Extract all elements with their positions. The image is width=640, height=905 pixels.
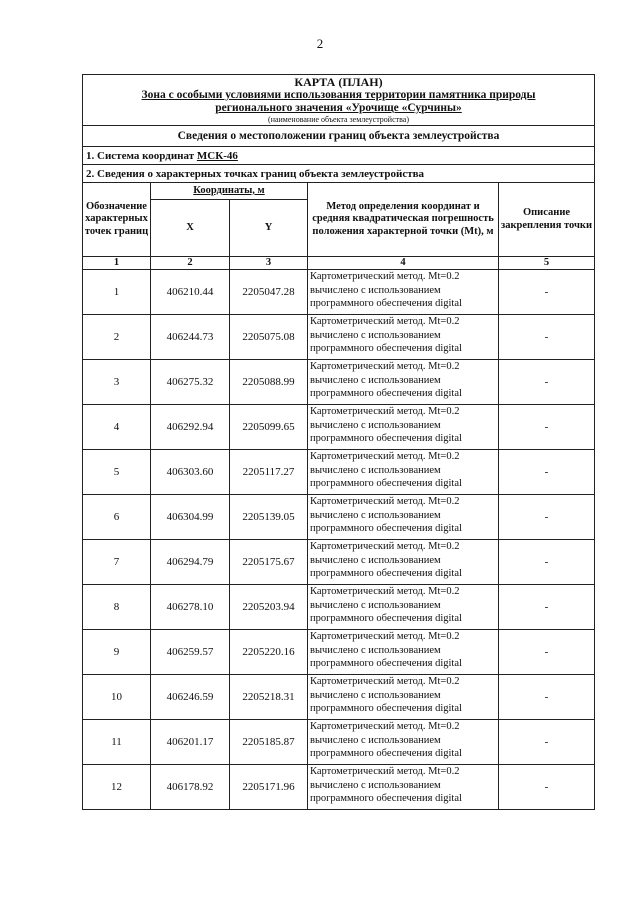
boundary-points-table <box>82 74 595 810</box>
col-index-5: 5 <box>499 257 595 270</box>
fixation-description: - <box>499 720 595 765</box>
point-number: 3 <box>83 360 151 405</box>
method-line: программного обеспечения digital <box>310 343 462 354</box>
col-header-method: Метод определения координат и средняя квадратическая погрешность положения характерной точки (Mt), м <box>308 183 499 257</box>
col-header-description: Описание закрепления точки <box>499 183 595 257</box>
table-row <box>83 720 595 765</box>
method-line: Картометрический метод. Mt=0.2 <box>310 271 460 282</box>
coord-x: 406294.79 <box>151 540 230 585</box>
object-name-line-1: Зона с особыми условиями использования территории памятника природы <box>141 89 536 101</box>
col-index-1: 1 <box>83 257 151 270</box>
method-line: программного обеспечения digital <box>310 433 462 444</box>
fixation-description: - <box>499 675 595 720</box>
point-number: 6 <box>83 495 151 540</box>
method-line: Картометрический метод. Mt=0.2 <box>310 361 460 372</box>
coord-y: 2205218.31 <box>230 675 308 720</box>
method-cell <box>308 495 499 540</box>
coord-x: 406246.59 <box>151 675 230 720</box>
method-line: вычислено с использованием <box>310 509 441 521</box>
method-line: Картометрический метод. Mt=0.2 <box>310 406 460 417</box>
method-line: вычислено с использованием <box>310 464 441 476</box>
point-number: 9 <box>83 630 151 675</box>
col-index-4: 4 <box>308 257 499 270</box>
coordinate-system-label: 1. Система координат <box>86 149 195 162</box>
table-row <box>83 765 595 810</box>
method-line: вычислено с использованием <box>310 779 441 791</box>
point-number: 4 <box>83 405 151 450</box>
coord-x: 406259.57 <box>151 630 230 675</box>
coord-x: 406210.44 <box>151 270 230 315</box>
fixation-description: - <box>499 405 595 450</box>
fixation-description: - <box>499 315 595 360</box>
method-line: программного обеспечения digital <box>310 523 462 534</box>
table-row <box>83 405 595 450</box>
method-line: Картометрический метод. Mt=0.2 <box>310 586 460 597</box>
method-line: Картометрический метод. Mt=0.2 <box>310 721 460 732</box>
point-number: 1 <box>83 270 151 315</box>
method-line: вычислено с использованием <box>310 644 441 656</box>
coord-y: 2205175.67 <box>230 540 308 585</box>
table-row <box>83 540 595 585</box>
point-number: 11 <box>83 720 151 765</box>
point-number: 7 <box>83 540 151 585</box>
method-line: вычислено с использованием <box>310 419 441 431</box>
table-row <box>83 495 595 540</box>
method-line: Картометрический метод. Mt=0.2 <box>310 496 460 507</box>
method-line: вычислено с использованием <box>310 689 441 701</box>
method-line: вычислено с использованием <box>310 554 441 566</box>
method-line: Картометрический метод. Mt=0.2 <box>310 766 460 777</box>
method-line: программного обеспечения digital <box>310 658 462 669</box>
table-row <box>83 270 595 315</box>
coordinate-system-row <box>83 147 595 165</box>
col-header-x: X <box>151 200 230 257</box>
coord-x: 406178.92 <box>151 765 230 810</box>
method-cell <box>308 630 499 675</box>
coord-y: 2205185.87 <box>230 720 308 765</box>
coord-x: 406275.32 <box>151 360 230 405</box>
col-header-designation: Обозначение характерных точек границ <box>83 183 151 257</box>
method-cell <box>308 270 499 315</box>
fixation-description: - <box>499 360 595 405</box>
method-line: программного обеспечения digital <box>310 748 462 759</box>
fixation-description: - <box>499 495 595 540</box>
coord-y: 2205047.28 <box>230 270 308 315</box>
method-line: Картометрический метод. Mt=0.2 <box>310 451 460 462</box>
coord-y: 2205203.94 <box>230 585 308 630</box>
section-title: Сведения о местоположении границ объекта землеустройства <box>83 126 595 147</box>
coord-x: 406244.73 <box>151 315 230 360</box>
method-cell <box>308 540 499 585</box>
col-header-y: Y <box>230 200 308 257</box>
method-line: программного обеспечения digital <box>310 568 462 579</box>
table-row <box>83 585 595 630</box>
coordinate-system-value: МСК-46 <box>196 149 238 162</box>
method-line: вычислено с использованием <box>310 284 441 296</box>
table-row <box>83 450 595 495</box>
method-line: вычислено с использованием <box>310 734 441 746</box>
coord-y: 2205171.96 <box>230 765 308 810</box>
coord-y: 2205075.08 <box>230 315 308 360</box>
method-line: вычислено с использованием <box>310 374 441 386</box>
table-row <box>83 675 595 720</box>
method-line: программного обеспечения digital <box>310 388 462 399</box>
method-cell <box>308 450 499 495</box>
table-row <box>83 360 595 405</box>
method-line: вычислено с использованием <box>310 599 441 611</box>
page-number: 2 <box>316 36 324 51</box>
coord-y: 2205220.16 <box>230 630 308 675</box>
fixation-description: - <box>499 585 595 630</box>
point-number: 12 <box>83 765 151 810</box>
method-line: Картометрический метод. Mt=0.2 <box>310 676 460 687</box>
method-line: программного обеспечения digital <box>310 703 462 714</box>
coord-y: 2205117.27 <box>230 450 308 495</box>
method-line: программного обеспечения digital <box>310 793 462 804</box>
point-number: 2 <box>83 315 151 360</box>
point-number: 8 <box>83 585 151 630</box>
points-heading: 2. Сведения о характерных точках границ объекта землеустройства <box>83 165 595 183</box>
method-line: программного обеспечения digital <box>310 298 462 309</box>
method-line: программного обеспечения digital <box>310 613 462 624</box>
table-row <box>83 315 595 360</box>
method-line: Картометрический метод. Mt=0.2 <box>310 631 460 642</box>
method-line: вычислено с использованием <box>310 329 441 341</box>
fixation-description: - <box>499 270 595 315</box>
object-name-caption: (наименование объекта землеустройства) <box>268 115 409 124</box>
document-title: КАРТА (ПЛАН) <box>294 75 383 89</box>
object-name-line-2: регионального значения «Урочище «Сурчины» <box>215 102 462 114</box>
method-line: Картометрический метод. Mt=0.2 <box>310 316 460 327</box>
table-row <box>83 630 595 675</box>
method-line: Картометрический метод. Mt=0.2 <box>310 541 460 552</box>
method-cell <box>308 765 499 810</box>
coord-x: 406303.60 <box>151 450 230 495</box>
col-index-3: 3 <box>230 257 308 270</box>
method-cell <box>308 585 499 630</box>
coord-y: 2205099.65 <box>230 405 308 450</box>
coord-y: 2205139.05 <box>230 495 308 540</box>
col-index-2: 2 <box>151 257 230 270</box>
method-line: программного обеспечения digital <box>310 478 462 489</box>
fixation-description: - <box>499 450 595 495</box>
fixation-description: - <box>499 630 595 675</box>
coord-x: 406292.94 <box>151 405 230 450</box>
point-number: 10 <box>83 675 151 720</box>
point-number: 5 <box>83 450 151 495</box>
method-cell <box>308 315 499 360</box>
method-cell <box>308 405 499 450</box>
coord-x: 406201.17 <box>151 720 230 765</box>
document-header <box>83 75 595 126</box>
method-cell <box>308 675 499 720</box>
coord-x: 406304.99 <box>151 495 230 540</box>
fixation-description: - <box>499 540 595 585</box>
coord-y: 2205088.99 <box>230 360 308 405</box>
coord-x: 406278.10 <box>151 585 230 630</box>
method-cell <box>308 720 499 765</box>
col-header-coordinates: Координаты, м <box>151 183 308 200</box>
fixation-description: - <box>499 765 595 810</box>
method-cell <box>308 360 499 405</box>
